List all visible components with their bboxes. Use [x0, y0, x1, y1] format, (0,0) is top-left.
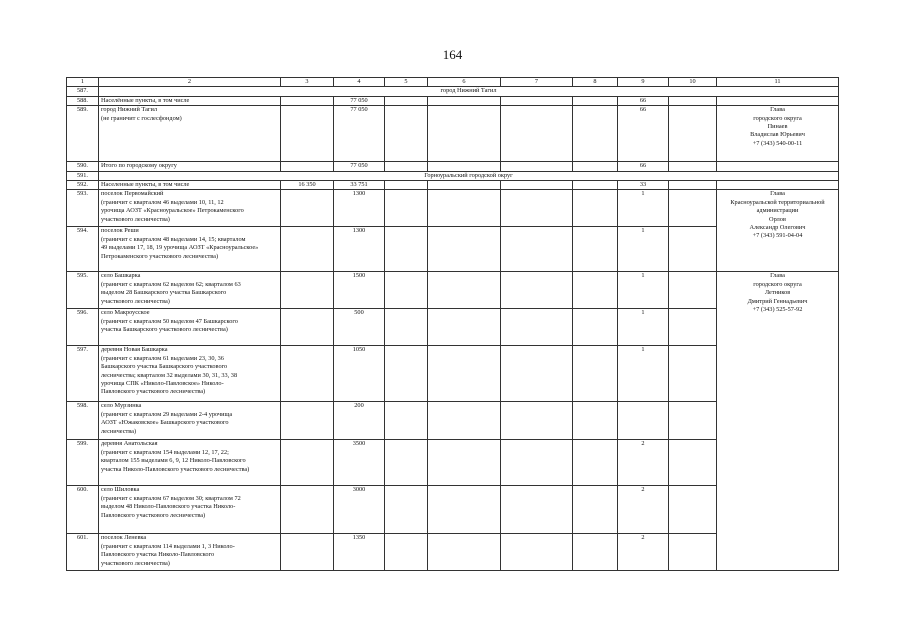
- area-value: 3500: [334, 440, 385, 486]
- row-number: 601.: [67, 534, 99, 571]
- header-cell: 10: [669, 78, 717, 87]
- area-value: 1500: [334, 272, 385, 309]
- area-value: 1300: [334, 227, 385, 272]
- section-title: город Нижний Тагил: [99, 87, 839, 96]
- row-number: 596.: [67, 309, 99, 346]
- table-row: [67, 181, 839, 190]
- count-value: 1: [618, 309, 669, 346]
- settlement-name: город Нижний Тагил (не граничит с гослесфондом): [99, 106, 281, 162]
- row-number: 591.: [67, 171, 99, 180]
- header-cell: 4: [334, 78, 385, 87]
- count-value: 1: [618, 346, 669, 402]
- settlement-name: Населённые пункты, в том числе: [99, 96, 281, 105]
- count-value: 1: [618, 272, 669, 309]
- row-number: 595.: [67, 272, 99, 309]
- row-number: 598.: [67, 402, 99, 440]
- header-cell: 7: [501, 78, 573, 87]
- row-number: 587.: [67, 87, 99, 96]
- table-row: [67, 96, 839, 105]
- area-value: 3000: [334, 486, 385, 534]
- row-number: 600.: [67, 486, 99, 534]
- header-cell: 3: [281, 78, 334, 87]
- row-number: 588.: [67, 96, 99, 105]
- settlement-name: село Макроусское (граничит с кварталом 50 выделом 47 Башкарского участка Башкарского участкового лесничества): [99, 309, 281, 346]
- count-value: 2: [618, 486, 669, 534]
- header-cell: 5: [385, 78, 428, 87]
- area-value: 33 751: [334, 181, 385, 190]
- row-number: 590.: [67, 162, 99, 171]
- settlement-name: поселок Леневка (граничит с кварталом 114 выделами 1, 3 Николо- Павловского участка Николо-Павловского участкового лесничества): [99, 534, 281, 571]
- area-value: 77 050: [334, 162, 385, 171]
- header-row: [67, 78, 839, 87]
- section-row: [67, 87, 839, 96]
- settlement-name: Населенные пункты, в том числе: [99, 181, 281, 190]
- header-cell: 8: [573, 78, 618, 87]
- count-value: 2: [618, 534, 669, 571]
- table-row: [67, 190, 839, 227]
- area-value: 77 050: [334, 106, 385, 162]
- settlement-name: Итого по городскому округу: [99, 162, 281, 171]
- settlement-name: село Мурзинка (граничит с кварталом 29 выделами 2-4 урочища АОЗТ «Южаковское» Башкарского участкового лесничества): [99, 402, 281, 440]
- row-number: 597.: [67, 346, 99, 402]
- settlement-name: поселок Первомайский (граничит с кварталом 46 выделами 10, 11, 12 урочища АОЗТ «Красноуральское» Петрокаменского участкового лесничества): [99, 190, 281, 227]
- settlement-name: деревня Анатольская (граничит с кварталом 154 выделами 12, 17, 22; кварталом 155 выделами 6, 9, 12 Николо-Павловского участка Николо-Павловского участкового лесничества): [99, 440, 281, 486]
- forest-area-value: 16 350: [281, 181, 334, 190]
- header-cell: 9: [618, 78, 669, 87]
- count-value: 66: [618, 96, 669, 105]
- area-value: 200: [334, 402, 385, 440]
- settlement-name: село Шиловка (граничит с кварталом 67 выделом 30; кварталом 72 выделом 48 Николо-Павловского участка Николо- Павловского участкового лесничества): [99, 486, 281, 534]
- count-value: 1: [618, 227, 669, 272]
- header-cell: 2: [99, 78, 281, 87]
- settlements-table: [66, 77, 839, 571]
- header-cell: 6: [428, 78, 501, 87]
- area-value: 1300: [334, 190, 385, 227]
- area-value: 77 050: [334, 96, 385, 105]
- area-value: 500: [334, 309, 385, 346]
- settlement-name: деревня Новая Башкарка (граничит с кварталом 61 выделами 23, 30, 36 Башкарского участка Башкарского участкового лесничества; кварталом 32 выделами 30, 31, 33, 38 урочища СПК «Николо-Павловское» Николо- Павловского участкового лесничества): [99, 346, 281, 402]
- header-cell: 11: [717, 78, 839, 87]
- area-value: 1350: [334, 534, 385, 571]
- contact-info: Глава городского округа Летников Дмитрий Геннадьевич +7 (343) 525-57-92: [717, 272, 839, 571]
- row-number: 593.: [67, 190, 99, 227]
- header-cell: 1: [67, 78, 99, 87]
- count-value: 2: [618, 440, 669, 486]
- row-number: 594.: [67, 227, 99, 272]
- count-value: 1: [618, 190, 669, 227]
- area-value: 1050: [334, 346, 385, 402]
- contact-info: Глава городского округа Пинаев Владислав Юрьевич +7 (343) 540-00-11: [717, 106, 839, 162]
- table-row: [67, 272, 839, 309]
- section-row: [67, 171, 839, 180]
- row-number: 599.: [67, 440, 99, 486]
- contact-info: Глава Красноуральской территориальной администрации Орлов Александр Олегович +7 (343) 591-04-04: [717, 190, 839, 272]
- count-value: 33: [618, 181, 669, 190]
- row-number: 589.: [67, 106, 99, 162]
- settlement-name: село Башкарка (граничит с кварталом 62 выделом 62; кварталом 63 выделом 28 Башкарского участка Башкарского участкового лесничества): [99, 272, 281, 309]
- section-title: Горноуральский городской округ: [99, 171, 839, 180]
- count-value: 66: [618, 106, 669, 162]
- page-number: 164: [442, 47, 463, 62]
- settlement-name: поселок Реши (граничит с кварталом 48 выделами 14, 15; кварталом 49 выделами 17, 18, 19 урочища АОЗТ «Красноуральское» Петрокаменского участкового лесничества): [99, 227, 281, 272]
- count-value: [618, 402, 669, 440]
- count-value: 66: [618, 162, 669, 171]
- table-row: [67, 106, 839, 162]
- row-number: 592.: [67, 181, 99, 190]
- table-row: [67, 162, 839, 171]
